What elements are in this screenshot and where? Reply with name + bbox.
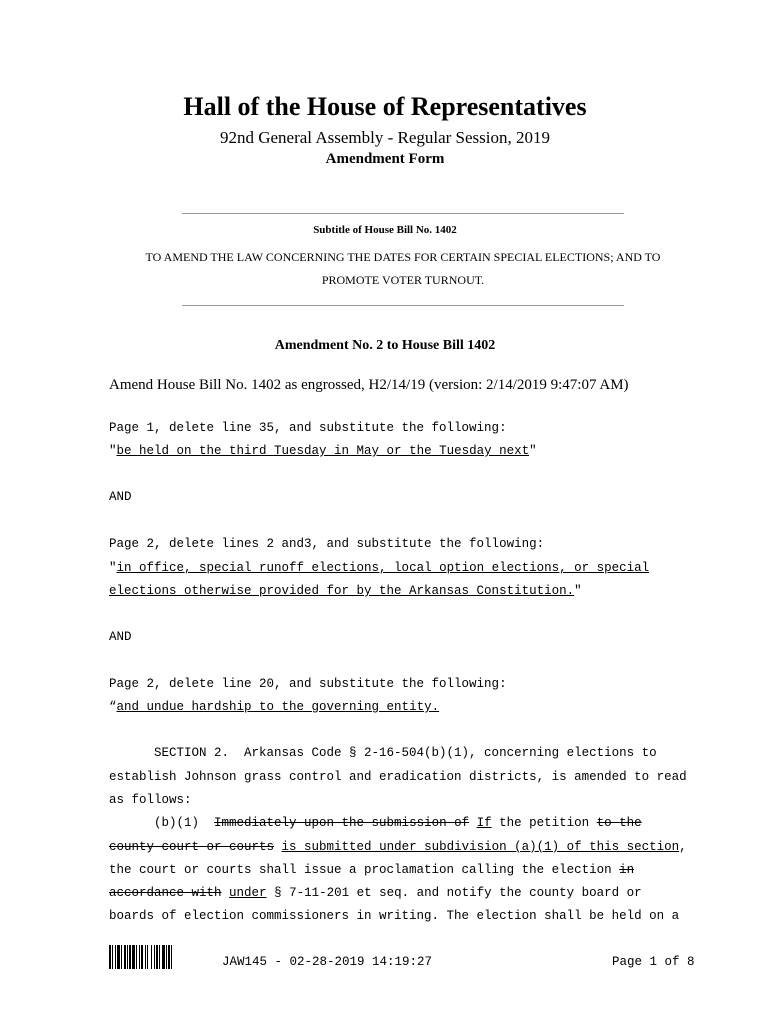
deleted-text: Immediately upon the submission of [214, 816, 470, 830]
and-separator-1: AND [109, 490, 132, 504]
engrossed-line: Amend House Bill No. 1402 as engrossed, H2/14/19 (version: 2/14/2019 9:47:07 AM) [109, 377, 629, 393]
footer-page-number: Page 1 of 8 [612, 955, 695, 969]
text [274, 840, 282, 854]
inserted-text: elections otherwise provided for by the Arkansas Constitution. [109, 584, 575, 598]
barcode-icon [109, 945, 207, 969]
quote-close: " [529, 444, 537, 458]
instruction-1: Page 1, delete line 35, and substitute the following: [109, 421, 507, 435]
section-line-6 [109, 863, 634, 877]
text: § 7-11-201 et seq. and notify the county board or [266, 886, 642, 900]
amendment-heading: Amendment No. 2 to House Bill 1402 [274, 338, 496, 353]
instruction-3: Page 2, delete line 20, and substitute the following: [109, 677, 507, 691]
text: the petition [491, 816, 597, 830]
section-line-5 [109, 840, 687, 854]
substitute-text-2b [109, 584, 582, 598]
subtitle-label: Subtitle of House Bill No. 1402 [313, 224, 457, 236]
section-line-3: as follows: [109, 793, 192, 807]
inserted-text: and undue hardship to the governing entity. [116, 700, 440, 714]
inserted-text: in office, special runoff elections, local option elections, or special [116, 561, 650, 575]
footer-doc-id: JAW145 - 02-28-2019 14:19:27 [222, 955, 433, 969]
deleted-text: in [619, 863, 635, 877]
section-line-4 [109, 816, 642, 830]
subtitle-text [118, 246, 688, 292]
section-line-7 [109, 886, 642, 900]
inserted-text: is submitted under subdivision (a)(1) of this section [281, 840, 680, 854]
text: , [679, 840, 687, 854]
quote-open: " [109, 444, 117, 458]
instruction-2: Page 2, delete lines 2 and3, and substitute the following: [109, 537, 545, 551]
section-line-2: establish Johnson grass control and eradication districts, is amended to read [109, 770, 687, 784]
substitute-text-1 [109, 444, 537, 458]
text [222, 886, 230, 900]
deleted-text: accordance with [109, 886, 222, 900]
substitute-text-3 [109, 700, 439, 714]
inserted-text: be held on the third Tuesday in May or the Tuesday next [116, 444, 530, 458]
subtitle-line-1: TO AMEND THE LAW CONCERNING THE DATES FOR CERTAIN SPECIAL ELECTIONS; AND TO [145, 250, 661, 264]
and-separator-2: AND [109, 630, 132, 644]
inserted-text: under [229, 886, 267, 900]
text: the court or courts shall issue a proclamation calling the election [109, 863, 620, 877]
deleted-text: county court or courts [109, 840, 275, 854]
substitute-text-2a [109, 561, 649, 575]
section-line-1: SECTION 2. Arkansas Code § 2-16-504(b)(1), concerning elections to [109, 746, 657, 760]
text: (b)(1) [109, 816, 215, 830]
page-title: Hall of the House of Representatives [183, 92, 587, 121]
inserted-text: If [476, 816, 492, 830]
form-name: Amendment Form [325, 151, 445, 167]
deleted-text: to the [596, 816, 642, 830]
text [469, 816, 477, 830]
quote-close: " [574, 584, 582, 598]
divider-top [182, 213, 624, 214]
section-line-8: boards of election commissioners in writing. The election shall be held on a [109, 909, 680, 923]
quote-open: “ [109, 700, 117, 714]
session-line: 92nd General Assembly - Regular Session, 2019 [219, 128, 551, 147]
divider-bottom [182, 305, 624, 306]
subtitle-line-2: PROMOTE VOTER TURNOUT. [321, 273, 485, 287]
quote-open: " [109, 561, 117, 575]
